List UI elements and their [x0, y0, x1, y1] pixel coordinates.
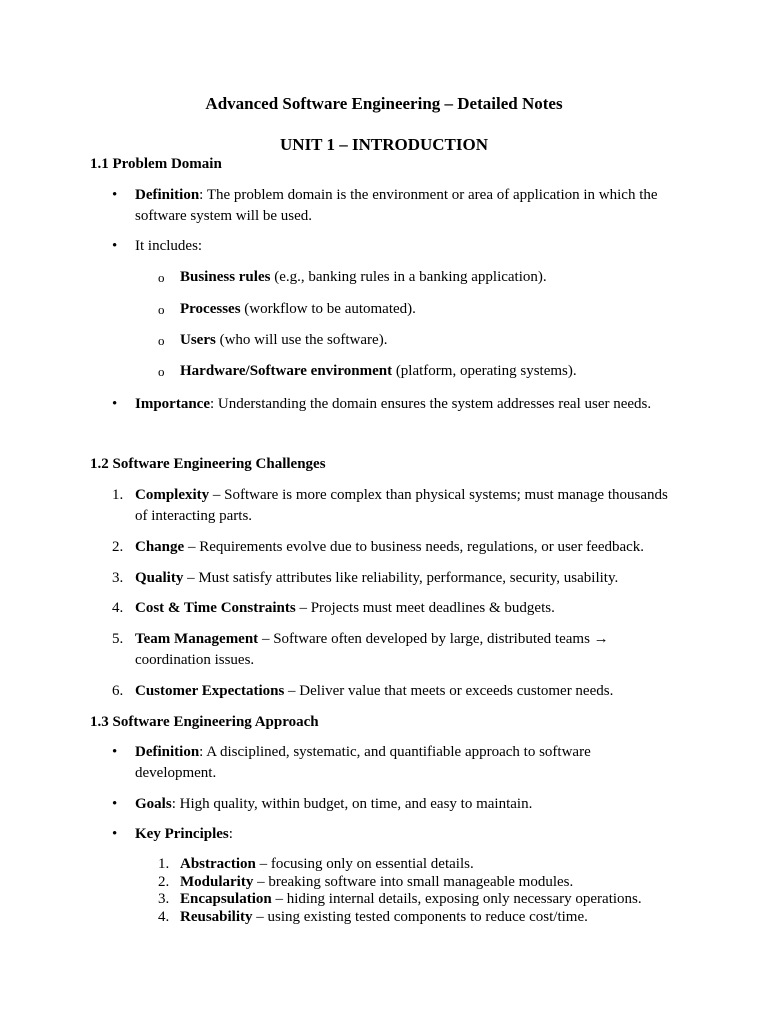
importance-text: : Understanding the domain ensures the system addresses real user needs.	[210, 396, 652, 412]
challenge-item	[112, 629, 702, 671]
subitem-term: Hardware/Software environment	[180, 363, 393, 379]
definition-text: : A disciplined, systematic, and quantifiable approach to software	[199, 744, 591, 760]
section-heading-1-3: 1.3 Software Engineering Approach	[90, 714, 319, 730]
challenge-text: – Projects must meet deadlines & budgets.	[295, 600, 555, 616]
challenge-item	[112, 485, 702, 527]
subitem-term: Processes	[180, 301, 241, 317]
principle-text: – breaking software into small manageable modules.	[253, 874, 574, 890]
list-number: 2.	[112, 539, 124, 555]
principle-text: – focusing only on essential details.	[255, 856, 474, 872]
unit-title: UNIT 1 – INTRODUCTION	[280, 135, 488, 154]
principle-term: Encapsulation	[180, 891, 272, 907]
principle-item	[158, 909, 698, 927]
goals-term: Goals	[135, 796, 172, 812]
document-title: Advanced Software Engineering – Detailed Notes	[205, 94, 563, 113]
list-number: 1.	[158, 856, 170, 872]
definition-term: Definition	[135, 744, 200, 760]
subitem-term: Users	[180, 332, 216, 348]
bullet-marker: •	[112, 396, 118, 412]
bullet-marker: •	[112, 238, 118, 254]
challenge-text: – Software often developed by large, distributed teams →	[258, 631, 609, 647]
definition-text: : The problem domain is the environment or area of application in which the	[199, 187, 658, 203]
subitem-processes	[158, 299, 698, 320]
challenge-term: Change	[135, 539, 185, 555]
principle-text: – using existing tested components to reduce cost/time.	[252, 909, 588, 925]
subitem-term: Business rules	[180, 269, 271, 285]
bullet-includes	[112, 236, 682, 257]
list-number: 3.	[112, 570, 124, 586]
challenge-term: Cost & Time Constraints	[135, 600, 296, 616]
challenge-item	[112, 598, 702, 619]
challenge-item	[112, 537, 702, 558]
challenge-text: – Deliver value that meets or exceeds customer needs.	[284, 683, 614, 699]
subitem-users	[158, 330, 698, 351]
challenge-term: Complexity	[135, 487, 210, 503]
bullet-importance	[112, 394, 702, 415]
bullet-marker: •	[112, 796, 118, 812]
definition-text-cont: software system will be used.	[135, 208, 313, 224]
definition-term: Definition	[135, 187, 200, 203]
principles-term: Key Principles	[135, 826, 229, 842]
list-number: 2.	[158, 874, 170, 890]
challenge-text: – Must satisfy attributes like reliability, performance, security, usability.	[183, 570, 619, 586]
subitem-text: (who will use the software).	[215, 332, 388, 348]
challenge-term: Quality	[135, 570, 184, 586]
sub-marker: o	[158, 302, 165, 317]
bullet-marker: •	[112, 826, 118, 842]
list-number: 1.	[112, 487, 124, 503]
principle-item	[158, 891, 698, 909]
principle-term: Modularity	[180, 874, 254, 890]
challenge-item	[112, 681, 702, 702]
bullet-key-principles	[112, 824, 682, 845]
challenge-term: Team Management	[135, 631, 259, 647]
subitem-text: (workflow to be automated).	[240, 301, 416, 317]
subitem-text: (platform, operating systems).	[392, 363, 577, 379]
challenge-text-cont: coordination issues.	[135, 652, 255, 668]
bullet-marker: •	[112, 187, 118, 203]
list-number: 4.	[158, 909, 170, 925]
list-number: 4.	[112, 600, 124, 616]
principles-colon: :	[228, 826, 233, 842]
importance-term: Importance	[135, 396, 210, 412]
goals-text: : High quality, within budget, on time, and easy to maintain.	[171, 796, 533, 812]
challenge-text-cont: of interacting parts.	[135, 508, 253, 524]
bullet-marker: •	[112, 744, 118, 760]
section-heading-1-2: 1.2 Software Engineering Challenges	[90, 456, 326, 472]
list-number: 3.	[158, 891, 170, 907]
sub-marker: o	[158, 333, 165, 348]
challenge-text: – Requirements evolve due to business needs, regulations, or user feedback.	[184, 539, 645, 555]
challenge-term: Customer Expectations	[135, 683, 285, 699]
sub-marker: o	[158, 364, 165, 379]
sub-marker: o	[158, 270, 165, 285]
principle-item	[158, 856, 698, 874]
bullet-definition	[112, 185, 682, 227]
subitem-text: (e.g., banking rules in a banking application).	[270, 269, 547, 285]
principle-item	[158, 874, 698, 892]
section-heading-1-1: 1.1 Problem Domain	[90, 156, 222, 172]
principle-text: – hiding internal details, exposing only necessary operations.	[271, 891, 642, 907]
principle-term: Reusability	[180, 909, 253, 925]
list-number: 5.	[112, 631, 124, 647]
challenge-text: – Software is more complex than physical systems; must manage thousands	[209, 487, 668, 503]
subitem-business-rules	[158, 267, 698, 288]
principle-term: Abstraction	[180, 856, 256, 872]
bullet-approach-definition	[112, 742, 682, 784]
definition-text-cont: development.	[135, 765, 217, 781]
list-number: 6.	[112, 683, 124, 699]
challenge-item	[112, 568, 702, 589]
bullet-goals	[112, 794, 682, 815]
subitem-environment	[158, 361, 698, 382]
includes-text: It includes:	[135, 238, 203, 254]
